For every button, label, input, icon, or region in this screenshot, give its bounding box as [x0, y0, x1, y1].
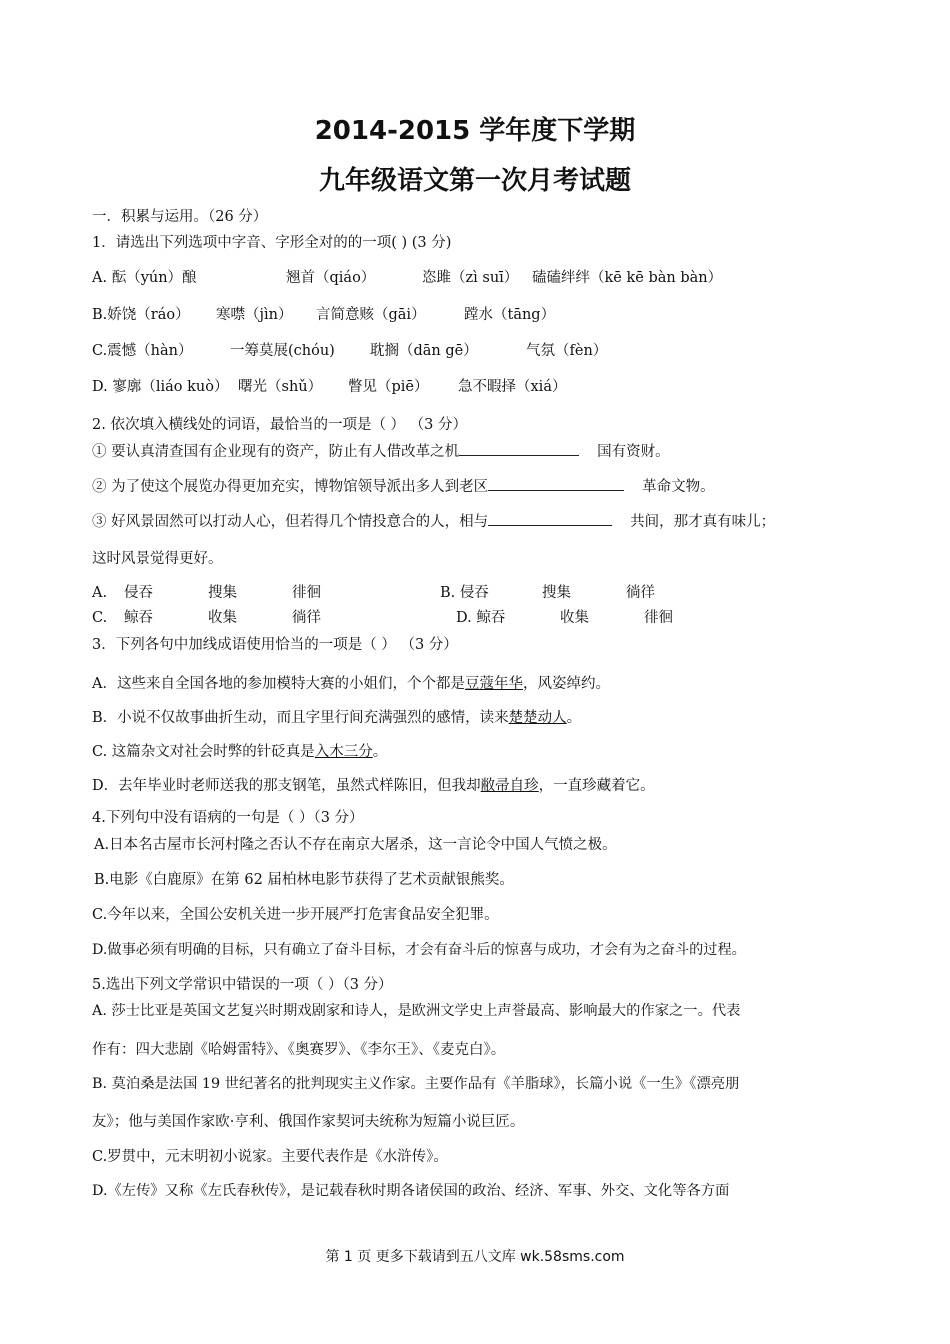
- q1-a-2: 翘首（qiáo）: [286, 270, 376, 286]
- q1-d-2: 曙光（shǔ）: [238, 379, 323, 395]
- q4-option-a: A.日本名古屋市长河村隆之否认不存在南京大屠杀，这一言论令中国人气愤之极。: [94, 837, 617, 853]
- q2-blank-3: [488, 511, 612, 526]
- q2-sentence-2: ② 为了使这个展览办得更加充实，博物馆领导派出多人到老区 革命文物。: [92, 476, 715, 497]
- q1-c-4: 气氛（fèn）: [526, 343, 608, 359]
- q2-options-cd: C. 鲸吞 收集 徜徉 D. 鲸吞 收集 徘徊: [92, 610, 673, 626]
- q1-c-3: 耽搁（dān gē）: [370, 343, 478, 359]
- q2-blank-2: [488, 476, 624, 491]
- q2-stem: 2. 依次填入横线处的词语，最恰当的一项是（ ） （3 分）: [92, 417, 467, 433]
- q1-option-c: [92, 341, 607, 361]
- q1-c-1: C.震憾（hàn）: [92, 343, 193, 359]
- q1-b-2: 寒噤（jìn）: [216, 307, 293, 323]
- q5-option-a-line1: A. 莎士比亚是英国文艺复兴时期戏剧家和诗人，是欧洲文学史上声誉最高、影响最大的作家之一。代表: [92, 1003, 741, 1019]
- q1-option-d: [92, 377, 566, 397]
- q5-stem: 5.选出下列文学常识中错误的一项（ ）（3 分）: [92, 977, 393, 993]
- q1-d-4: 急不暇择（xiá）: [458, 379, 567, 395]
- q3-option-b: B．小说不仅故事曲折生动，而且字里行间充满强烈的感情，读来楚楚动人。: [92, 710, 582, 726]
- q4-option-d: D.做事必须有明确的目标，只有确立了奋斗目标，才会有奋斗后的惊喜与成功，才会有为之奋斗的过程。: [92, 942, 746, 958]
- q1-a-1: A. 酝（yún）酿: [92, 270, 197, 286]
- section-heading: 一．积累与运用。（26 分）: [92, 209, 268, 225]
- q5-option-c: C.罗贯中，元末明初小说家。主要代表作是《水浒传》。: [92, 1149, 448, 1165]
- q1-d-3: 瞥见（piē）: [348, 379, 429, 395]
- q1-c-2: 一筹莫展(chóu): [230, 343, 335, 359]
- q1-stem: 1．请选出下列选项中字音、字形全对的的一项( ) (3 分): [92, 235, 452, 251]
- q4-option-c: C.今年以来，全国公安机关进一步开展严打危害食品安全犯罪。: [92, 907, 499, 923]
- page-footer: 第 1 页 更多下载请到五八文库 wk.58sms.com: [325, 1249, 625, 1265]
- q2-blank-1: [459, 441, 579, 456]
- q2-options-ab: A. 侵吞 搜集 徘徊 B. 侵吞 搜集 徜徉: [92, 585, 655, 601]
- q1-b-4: 蹚水（tāng）: [464, 307, 556, 323]
- q3-stem: 3．下列各句中加线成语使用恰当的一项是（ ） （3 分）: [92, 637, 458, 653]
- q3-option-a: A．这些来自全国各地的参加模特大赛的小姐们，个个都是豆蔻年华，风姿绰约。: [92, 676, 610, 692]
- q2-sentence-3: ③ 好风景固然可以打动人心，但若得几个情投意合的人，相与 共间，那才真有味儿；: [92, 511, 775, 532]
- q1-b-1: B.娇饶（ráo）: [92, 307, 190, 323]
- exam-title-line1: 2014-2015 学年度下学期: [314, 116, 636, 146]
- q1-a-4: 磕磕绊绊（kē kē bàn bàn）: [532, 270, 723, 286]
- q5-option-b-line2: 友》；他与美国作家欧·亨利、俄国作家契诃夫统称为短篇小说巨匠。: [92, 1114, 525, 1130]
- q2-sentence-1: ① 要认真清查国有企业现有的资产，防止有人借改革之机 国有资财。: [92, 441, 670, 462]
- exam-title-line2: 九年级语文第一次月考试题: [318, 166, 631, 196]
- q5-option-a-line2: 作有：四大悲剧《哈姆雷特》、《奥赛罗》、《李尔王》、《麦克白》。: [92, 1042, 506, 1058]
- q1-d-1: D. 寥廓（liáo kuò）: [92, 379, 229, 395]
- q5-option-b-line1: B. 莫泊桑是法国 19 世纪著名的批判现实主义作家。主要作品有《羊脂球》，长篇小说《一生》《漂亮朋: [92, 1076, 740, 1092]
- q4-option-b: B.电影《白鹿原》在第 62 届柏林电影节获得了艺术贡献银熊奖。: [94, 872, 514, 888]
- q1-option-a: [92, 268, 722, 288]
- q3-option-c: C. 这篇杂文对社会时弊的针砭真是入木三分。: [92, 744, 388, 760]
- q2-sentence-3-cont: 这时风景觉得更好。: [92, 551, 223, 567]
- q1-b-3: 言简意赅（gāi）: [316, 307, 426, 323]
- q1-a-3: 恣雎（zì suī）: [422, 270, 519, 286]
- q4-stem: 4.下列句中没有语病的一句是（ ）（3 分）: [92, 810, 364, 826]
- q5-option-d-line1: D.《左传》又称《左氏春秋传》，是记载春秋时期各诸侯国的政治、经济、军事、外交、文化等各方面: [92, 1183, 730, 1199]
- q1-option-b: [92, 305, 555, 325]
- q3-option-d: D．去年毕业时老师送我的那支钢笔，虽然式样陈旧，但我却敝帚自珍，一直珍藏着它。: [92, 778, 655, 794]
